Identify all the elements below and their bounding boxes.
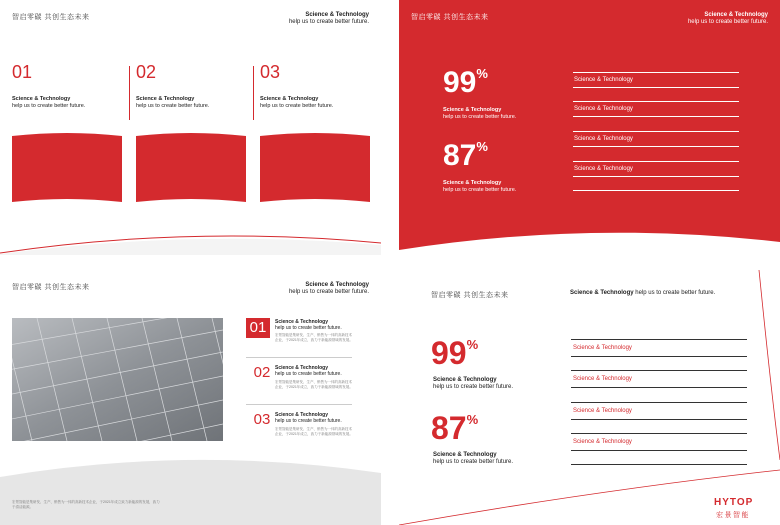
company-logo-en: HYTOP	[714, 497, 754, 508]
stat-2-number: 87	[443, 139, 477, 172]
list-rule	[573, 87, 739, 88]
header-en	[289, 282, 369, 296]
stat-2-unit: %	[476, 139, 488, 154]
column-2-sub: help us to create better future.	[136, 102, 210, 109]
column-3-number: 03	[260, 62, 281, 82]
list-item-4: Science & Technology	[574, 166, 633, 172]
slide-3[interactable]	[0, 270, 381, 525]
header-en	[688, 12, 768, 26]
column-2-number: 02	[136, 62, 157, 82]
decorative-red-curves	[399, 270, 780, 525]
header-en-sub: help us to create better future.	[288, 19, 369, 25]
header-cn: 智启零碳 共创生态未来	[12, 14, 90, 21]
solar-panel-photo	[12, 318, 223, 441]
item-1-number: 01	[246, 318, 270, 338]
slide-1[interactable]	[0, 0, 381, 255]
red-image-placeholder-2	[136, 132, 246, 206]
column-2-text	[136, 96, 236, 109]
stat-1-title: Science & Technology	[443, 107, 502, 113]
bottom-wave	[399, 220, 780, 255]
stat-2-number: 87	[431, 410, 467, 446]
header-en-sub: help us to create better future.	[635, 290, 716, 296]
slide-2[interactable]	[399, 0, 780, 255]
item-3-sub: help us to create better future.	[275, 418, 342, 424]
stat-2-value	[443, 139, 488, 173]
item-3-text	[275, 412, 370, 424]
header-en-sub: help us to create better future.	[687, 19, 768, 25]
stat-2-text	[443, 180, 516, 193]
column-divider	[129, 66, 130, 120]
item-1-desc: 宏景智能是集研发、生产、销售为一体的高新技术企业，于2021年成立，致力于新能源领域的发展。	[275, 333, 353, 342]
list-rule	[573, 190, 739, 191]
column-3-title: Science & Technology	[260, 96, 319, 102]
item-2-title: Science & Technology	[275, 365, 328, 371]
stat-2-title: Science & Technology	[443, 180, 502, 186]
stat-2-title: Science & Technology	[433, 452, 497, 458]
list-rule	[573, 72, 739, 73]
header-cn: 智启零碳 共创生态未来	[431, 292, 509, 299]
list-rule	[573, 116, 739, 117]
column-3-sub: help us to create better future.	[260, 102, 334, 109]
list-item-4: Science & Technology	[573, 439, 632, 445]
header-cn: 智启零碳 共创生态未来	[12, 284, 90, 291]
header-en-sub: help us to create better future.	[288, 289, 369, 295]
column-2-title: Science & Technology	[136, 96, 195, 102]
column-3-text	[260, 96, 360, 109]
list-item-2: Science & Technology	[573, 376, 632, 382]
footer-note: 宏景智能是集研发、生产、销售为一体的高新技术企业，于2021年成立致力新能源的发展，致力于清洁能源。	[12, 500, 160, 509]
column-1-sub: help us to create better future.	[12, 102, 86, 109]
stat-1-sub: help us to create better future.	[443, 113, 517, 120]
list-item-1: Science & Technology	[573, 345, 632, 351]
item-3-title: Science & Technology	[275, 412, 328, 418]
stat-1-text	[443, 107, 516, 120]
separator	[246, 357, 352, 358]
company-logo-cn: 宏景智能	[716, 512, 750, 519]
header-en	[289, 12, 369, 26]
stat-2-sub: help us to create better future.	[443, 186, 517, 193]
list-rule	[573, 131, 739, 132]
list-rule	[573, 146, 739, 147]
stat-1-number: 99	[431, 335, 467, 371]
item-2-sub: help us to create better future.	[275, 371, 342, 377]
bottom-wave	[0, 225, 381, 255]
list-item-1: Science & Technology	[574, 77, 633, 83]
item-3-number: 03	[253, 411, 271, 428]
list-rule	[573, 101, 739, 102]
item-1-title: Science & Technology	[275, 319, 328, 325]
header-en-title: Science & Technology	[305, 12, 369, 18]
stat-1-unit: %	[466, 337, 479, 352]
column-divider	[253, 66, 254, 120]
list-item-3: Science & Technology	[573, 408, 632, 414]
item-2-text	[275, 365, 370, 377]
header-en-title: Science & Technology	[704, 12, 768, 18]
item-1-text	[275, 319, 370, 331]
item-2-number: 02	[253, 364, 271, 381]
red-image-placeholder-3	[260, 132, 370, 206]
stat-1-value	[443, 66, 488, 100]
item-3-desc: 宏景智能是集研发、生产、销售为一体的高新技术企业，于2021年成立，致力于新能源领域的发展。	[275, 427, 353, 436]
stat-2-sub: help us to create better future.	[433, 459, 514, 465]
list-rule	[573, 161, 739, 162]
stat-1-number: 99	[443, 66, 477, 99]
header-en-title: Science & Technology	[305, 282, 369, 288]
list-item-2: Science & Technology	[574, 106, 633, 112]
slide-4[interactable]	[399, 270, 780, 525]
stat-1-sub: help us to create better future.	[433, 384, 514, 390]
header-cn: 智启零碳 共创生态未来	[411, 14, 489, 21]
list-rule	[573, 176, 739, 177]
separator	[246, 404, 352, 405]
stat-2-unit: %	[466, 412, 479, 427]
red-image-placeholder-1	[12, 132, 122, 206]
column-1-text	[12, 96, 112, 109]
item-1-sub: help us to create better future.	[275, 325, 342, 331]
header-en-title: Science & Technology	[570, 290, 634, 296]
item-2-desc: 宏景智能是集研发、生产、销售为一体的高新技术企业，于2021年成立，致力于新能源领域的发展。	[275, 380, 353, 389]
column-1-title: Science & Technology	[12, 96, 71, 102]
list-item-3: Science & Technology	[574, 136, 633, 142]
bottom-gray-wave	[0, 455, 381, 525]
stat-1-title: Science & Technology	[433, 377, 497, 383]
stat-1-unit: %	[476, 66, 488, 81]
column-1-number: 01	[12, 62, 33, 82]
